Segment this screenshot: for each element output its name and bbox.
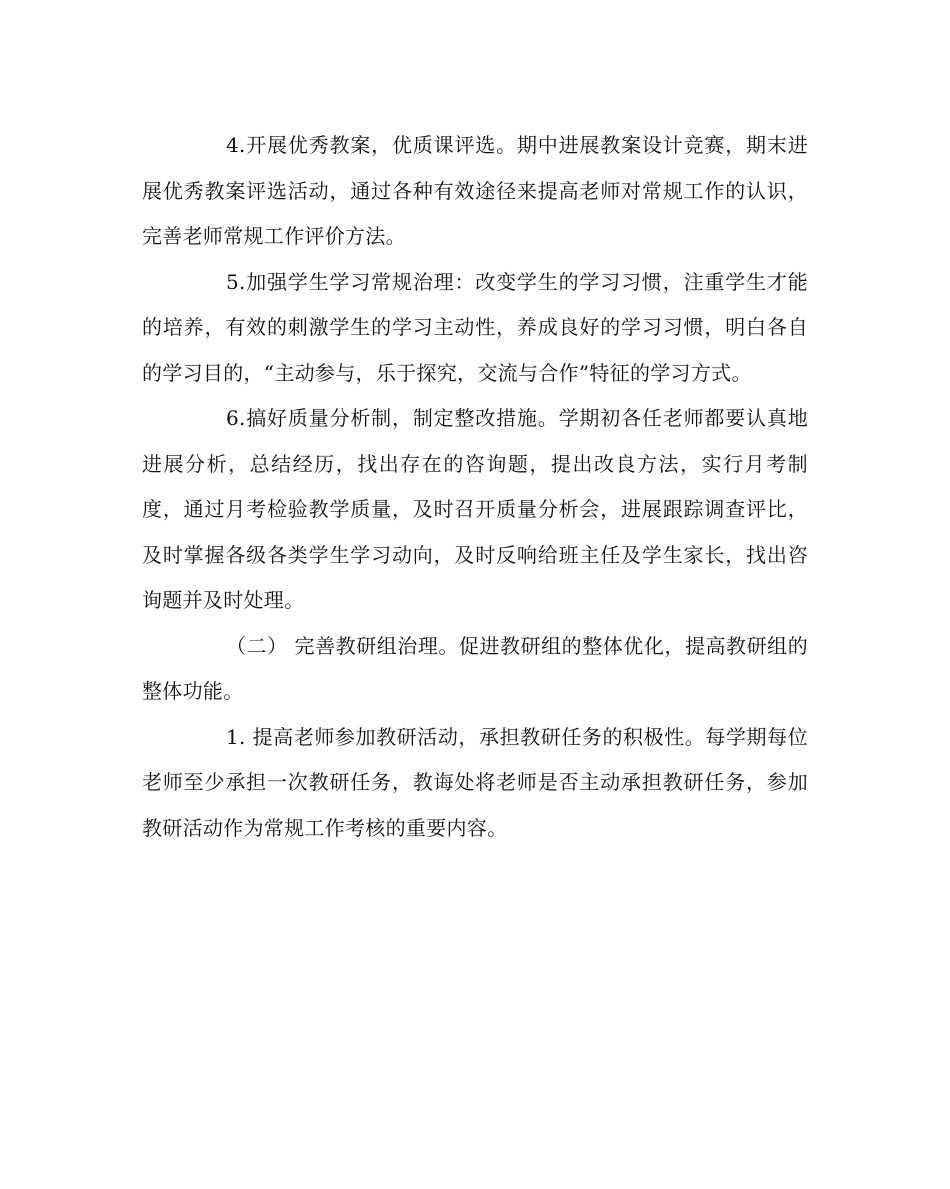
paragraph-item-1-research-participation: 1. 提高老师参加教研活动，承担教研任务的积极性。每学期每位老师至少承担一次教研任务，教诲处将老师是否主动承担教研任务，参加教研活动作为常规工作考核的重要内容。 [142, 724, 808, 840]
paragraph-item-6-quality-analysis: 6.搞好质量分析制，制定整改措施。学期初各任老师都要认真地进展分析，总结经历，找出存在的咨询题，提出改良方法，实行月考制度，通过月考检验教学质量，及时召开质量分析会，进展跟踪调查评比，及时掌握各级各类学生学习动向，及时反响给班主任及学生家长，找出咨询题并及时处理。 [142, 406, 808, 612]
paragraph-item-4-lesson-plans: 4.开展优秀教案，优质课评选。期中进展教案设计竞赛，期末进展优秀教案评选活动，通过各种有效途径来提高老师对常规工作的认识，完善老师常规工作评价方法。 [142, 133, 808, 248]
paragraph-item-5-study-habits: 5.加强学生学习常规治理：改变学生的学习习惯，注重学生才能的培养，有效的刺激学生的学习主动性，养成良好的学习习惯，明白各自的学习目的，“主动参与，乐于探究，交流与合作”特征的学习方式。 [142, 269, 808, 385]
document-body [142, 123, 808, 851]
paragraph-section-2-research-groups: （二） 完善教研组治理。促进教研组的整体优化，提高教研组的整体功能。 [142, 633, 808, 703]
